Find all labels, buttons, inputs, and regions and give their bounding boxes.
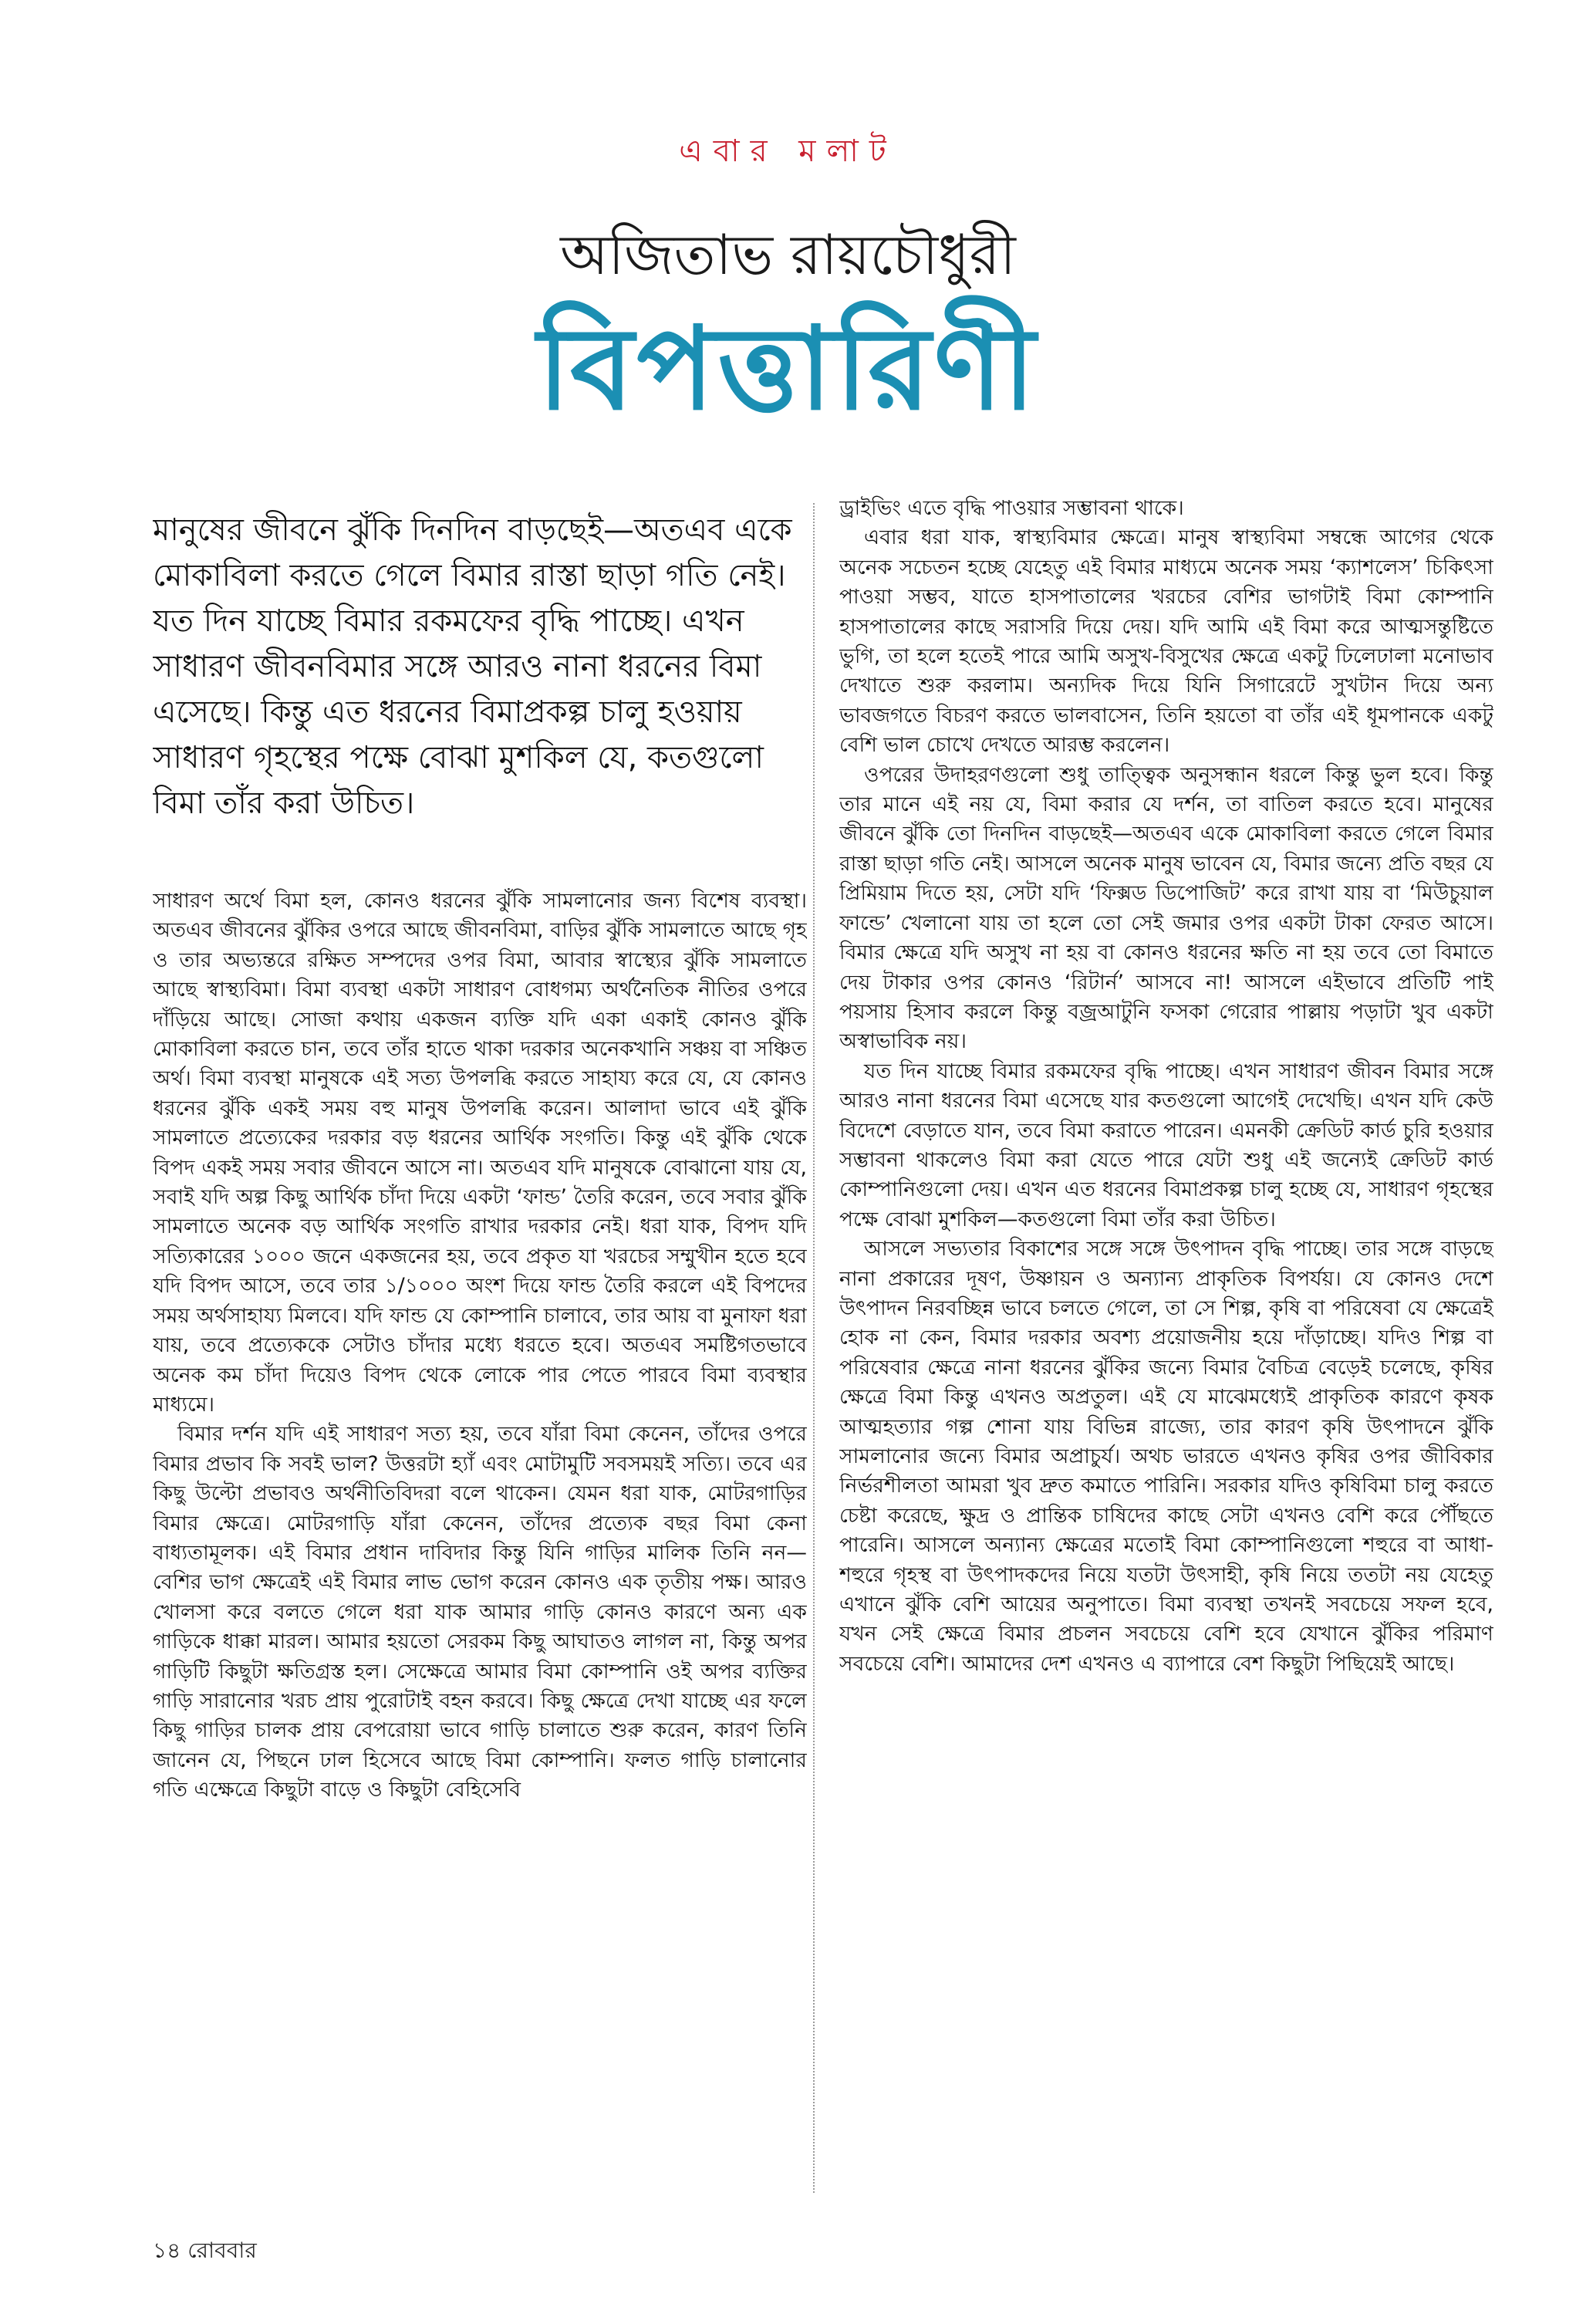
column-divider: [813, 503, 815, 2193]
body-paragraph: যত দিন যাচ্ছে বিমার রকমফের বৃদ্ধি পাচ্ছে। এখন সাধারণ জীবন বিমার সঙ্গে আরও নানা ধরনের বিমা এসেছে যার কতগুলো আগেই দেখেছি। এখন যদি কেউ বিদেশে বেড়াতে যান, তবে বিমা করাতে পারেন। এমনকী ক্রেডিট কার্ড চুরি হওয়ার সম্ভাবনা থাকলেও বিমা করা যেতে পারে যেটা শুধু এই জন্যেই ক্রেডিট কার্ড কোম্পানিগুলো দেয়। এখন এত ধরনের বিমাপ্রকল্প চালু হচ্ছে যে, সাধারণ গৃহস্থের পক্ষে বোঝা মুশকিল—কতগুলো বিমা তাঁর করা উচিত।: [839, 1059, 1493, 1231]
body-paragraph: এবার ধরা যাক, স্বাস্থ্যবিমার ক্ষেত্রে। মানুষ স্বাস্থ্যবিমা সম্বন্ধে আগের থেকে অনেক সচেতন হচ্ছে যেহেতু এই বিমার মাধ্যমে অনেক সময় ‘ক্যাশলেস’ চিকিৎসা পাওয়া সম্ভব, যাতে হাসপাতালের খরচের বেশির ভাগটাই বিমা কোম্পানি হাসপাতালের কাছে সরাসরি দিয়ে দেয়। যদি আমি এই বিমা করে আত্মসন্তুষ্টিতে ভুগি, তা হলে হতেই পারে আমি অসুখ-বিসুখের ক্ষেত্রে একটু ঢিলেঢালা মনোভাব দেখাতে শুরু করলাম। অন্যদিক দিয়ে যিনি সিগারেটে সুখটান দিয়ে অন্য ভাবজগতে বিচরণ করতে ভালবাসেন, তিনি হয়তো বা তাঁর এই ধূমপানকে একটু বেশি ভাল চোখে দেখতে আরম্ভ করলেন।: [839, 525, 1493, 758]
intro-standfirst: মানুষের জীবনে ঝুঁকি দিনদিন বাড়ছেই—অতএব একে মোকাবিলা করতে গেলে বিমার রাস্তা ছাড়া গতি নেই। যত দিন যাচ্ছে বিমার রকমফের বৃদ্ধি পাচ্ছে। এখন সাধারণ জীবনবিমার সঙ্গে আরও নানা ধরনের বিমা এসেছে। কিন্তু এত ধরনের বিমাপ্রকল্প চালু হওয়ায় সাধারণ গৃহস্থের পক্ষে বোঝা মুশকিল যে, কতগুলো বিমা তাঁর করা উচিত।: [153, 512, 792, 821]
body-paragraph: আসলে সভ্যতার বিকাশের সঙ্গে সঙ্গে উৎপাদন বৃদ্ধি পাচ্ছে। তার সঙ্গে বাড়ছে নানা প্রকারের দূষণ, উষ্ণায়ন ও অন্যান্য প্রাকৃতিক বিপর্যয়। যে কোনও দেশে উৎপাদন নিরবচ্ছিন্ন ভাবে চলতে গেলে, তা সে শিল্প, কৃষি বা পরিষেবা যে ক্ষেত্রেই হোক না কেন, বিমার দরকার অবশ্য প্রয়োজনীয় হয়ে দাঁড়াচ্ছে। যদিও শিল্প বা পরিষেবার ক্ষেত্রে নানা ধরনের ঝুঁকির জন্যে বিমার বৈচিত্র বেড়েই চলেছে, কৃষির ক্ষেত্রে বিমা কিন্তু এখনও অপ্রতুল। এই যে মাঝেমধ্যেই প্রাকৃতিক কারণে কৃষক আত্মহত্যার গল্প শোনা যায় বিভিন্ন রাজ্যে, তার কারণ কৃষি উৎপাদনে ঝুঁকি সামলানোর জন্যে বিমার অপ্রাচুর্য। অথচ ভারতে এখনও কৃষির ওপর জীবিকার নির্ভরশীলতা আমরা খুব দ্রুত কমাতে পারিনি। সরকার যদিও কৃষিবিমা চালু করতে চেষ্টা করেছে, ক্ষুদ্র ও প্রান্তিক চাষিদের কাছে সেটা এখনও বেশি করে পৌঁছতে পারেনি। আসলে অন্যান্য ক্ষেত্রের মতোই বিমা কোম্পানিগুলো শহুরে বা আধা-শহুরে গৃহস্থ বা উৎপাদকদের নিয়ে যতটা উৎসাহী, কৃষি নিয়ে ততটা নয় যেহেতু এখানে ঝুঁকি বেশি আয়ের অনুপাতে। বিমা ব্যবস্থা তখনই সবচেয়ে সফল হবে, যখন সেই ক্ষেত্রে বিমার প্রচলন সবচেয়ে বেশি হবে যেখানে ঝুঁকির পরিমাণ সবচেয়ে বেশি। আমাদের দেশ এখনও এ ব্যাপারে বেশ কিছুটা পিছিয়েই আছে।: [839, 1237, 1493, 1676]
publication-name: রোববার: [187, 2238, 257, 2263]
article-headline: বিপত্তারিণী: [537, 302, 1039, 435]
body-paragraph: ড্রাইভিং এতে বৃদ্ধি পাওয়ার সম্ভাবনা থাকে।: [839, 496, 1184, 520]
page-footer: [153, 2235, 257, 2266]
body-paragraph: সাধারণ অর্থে বিমা হল, কোনও ধরনের ঝুঁকি সামলানোর জন্য বিশেষ ব্যবস্থা। অতএব জীবনের ঝুঁকির ওপরে আছে জীবনবিমা, বাড়ির ঝুঁকি সামলাতে আছে গৃহ ও তার অভ্যন্তরে রক্ষিত সম্পদের ওপর বিমা, আবার স্বাস্থ্যের ঝুঁকি সামলাতে আছে স্বাস্থ্যবিমা। বিমা ব্যবস্থা একটা সাধারণ বোধগম্য অর্থনৈতিক নীতির ওপরে দাঁড়িয়ে আছে। সোজা কথায় একজন ব্যক্তি যদি একা একাই কোনও ঝুঁকি মোকাবিলা করতে চান, তবে তাঁর হাতে থাকা দরকার অনেকখানি সঞ্চয় বা সঞ্চিত অর্থ। বিমা ব্যবস্থা মানুষকে এই সত্য উপলব্ধি করতে সাহায্য করে যে, যে কোনও ধরনের ঝুঁকি একই সময় বহু মানুষ উপলব্ধি করেন। আলাদা ভাবে এই ঝুঁকি সামলাতে প্রত্যেকের দরকার বড় ধরনের আর্থিক সংগতি। কিন্তু এই ঝুঁকি থেকে বিপদ একই সময় সবার জীবনে আসে না। অতএব যদি মানুষকে বোঝানো যায় যে, সবাই যদি অল্প কিছু আর্থিক চাঁদা দিয়ে একটা ‘ফান্ড’ তৈরি করেন, তবে সবার ঝুঁকি সামলাতে অনেক বড় আর্থিক সংগতি রাখার দরকার নেই। ধরা যাক, বিপদ যদি সত্যিকারের ১০০০ জনে একজনের হয়, তবে প্রকৃত যা খরচের সম্মুখীন হতে হবে যদি বিপদ আসে, তবে তার ১/১০০০ অংশ দিয়ে ফান্ড তৈরি করলে এই বিপদের সময় অর্থসাহায্য মিলবে। যদি ফান্ড যে কোম্পানি চালাবে, তার আয় বা মুনাফা ধরা যায়, তবে প্রত্যেককে সেটাও চাঁদার মধ্যে ধরতে হবে। অতএব সমষ্টিগতভাবে অনেক কম চাঁদা দিয়েও বিপদ থেকে লোকে পার পেতে পারবে বিমা ব্যবস্থার মাধ্যমে।: [153, 889, 807, 1417]
page-number: ১৪: [153, 2238, 181, 2263]
right-column: [839, 494, 1493, 2195]
body-paragraph: বিমার দর্শন যদি এই সাধারণ সত্য হয়, তবে যাঁরা বিমা কেনেন, তাঁদের ওপরে বিমার প্রভাব কি সবই ভাল? উত্তরটা হ্যাঁ এবং মোটামুটি সবসময়ই সত্যি। তবে এর কিছু উল্টো প্রভাবও অর্থনীতিবিদরা বলে থাকেন। যেমন ধরা যাক, মোটরগাড়ির বিমার ক্ষেত্রে। মোটরগাড়ি যাঁরা কেনেন, তাঁদের প্রত্যেক বছর বিমা কেনা বাধ্যতামূলক। এই বিমার প্রধান দাবিদার কিন্তু যিনি গাড়ির মালিক তিনি নন—বেশির ভাগ ক্ষেত্রেই এই বিমার লাভ ভোগ করেন কোনও এক তৃতীয় পক্ষ। আরও খোলসা করে বলতে গেলে ধরা যাক আমার গাড়ি কোনও কারণে অন্য এক গাড়িকে ধাক্কা মারল। আমার হয়তো সেরকম কিছু আঘাতও লাগল না, কিন্তু অপর গাড়িটি কিছুটা ক্ষতিগ্রস্ত হল। সেক্ষেত্রে আমার বিমা কোম্পানি ওই অপর ব্যক্তির গাড়ি সারানোর খরচ প্রায় পুরোটাই বহন করবে। কিছু ক্ষেত্রে দেখা যাচ্ছে এর ফলে কিছু গাড়ির চালক প্রায় বেপরোয়া ভাবে গাড়ি চালাতে শুরু করেন, কারণ তিনি জানেন যে, পিছনে ঢাল হিসেবে আছে বিমা কোম্পানি। ফলত গাড়ি চালানোর গতি এক্ষেত্রে কিছুটা বাড়ে ও কিছুটা বেহিসেবি: [153, 1422, 807, 1802]
body-paragraph: ওপরের উদাহরণগুলো শুধু তাত্ত্বিক অনুসন্ধান ধরলে কিন্তু ভুল হবে। কিন্তু তার মানে এই নয় যে, বিমা করার যে দর্শন, তা বাতিল করতে হবে। মানুষের জীবনে ঝুঁকি তো দিনদিন বাড়ছেই—অতএব একে মোকাবিলা করতে গেলে বিমার রাস্তা ছাড়া গতি নেই। আসলে অনেক মানুষ ভাবেন যে, বিমার জন্যে প্রতি বছর যে প্রিমিয়াম দিতে হয়, সেটা যদি ‘ফিক্সড ডিপোজিট’ করে রাখা যায় বা ‘মিউচুয়াল ফান্ডে’ খেলানো যায় তা হলে তো সেই জমার ওপর একটা টাকা ফেরত আসে। বিমার ক্ষেত্রে যদি অসুখ না হয় বা কোনও ধরনের ক্ষতি না হয় তবে তো বিমাতে দেয় টাকার ওপর কোনও ‘রিটার্ন’ আসবে না! আসলে এইভাবে প্রতিটি পাই পয়সায় হিসাব করলে কিন্তু বজ্রআটুনি ফসকা গেরোর পাল্লায় পড়াটা খুব একটা অস্বাভাবিক নয়।: [839, 762, 1493, 1054]
author-name: অজিতাভ রায়চৌধুরী: [560, 222, 1016, 287]
left-column: [153, 494, 807, 2195]
section-label: এবার মলাট: [679, 133, 897, 169]
